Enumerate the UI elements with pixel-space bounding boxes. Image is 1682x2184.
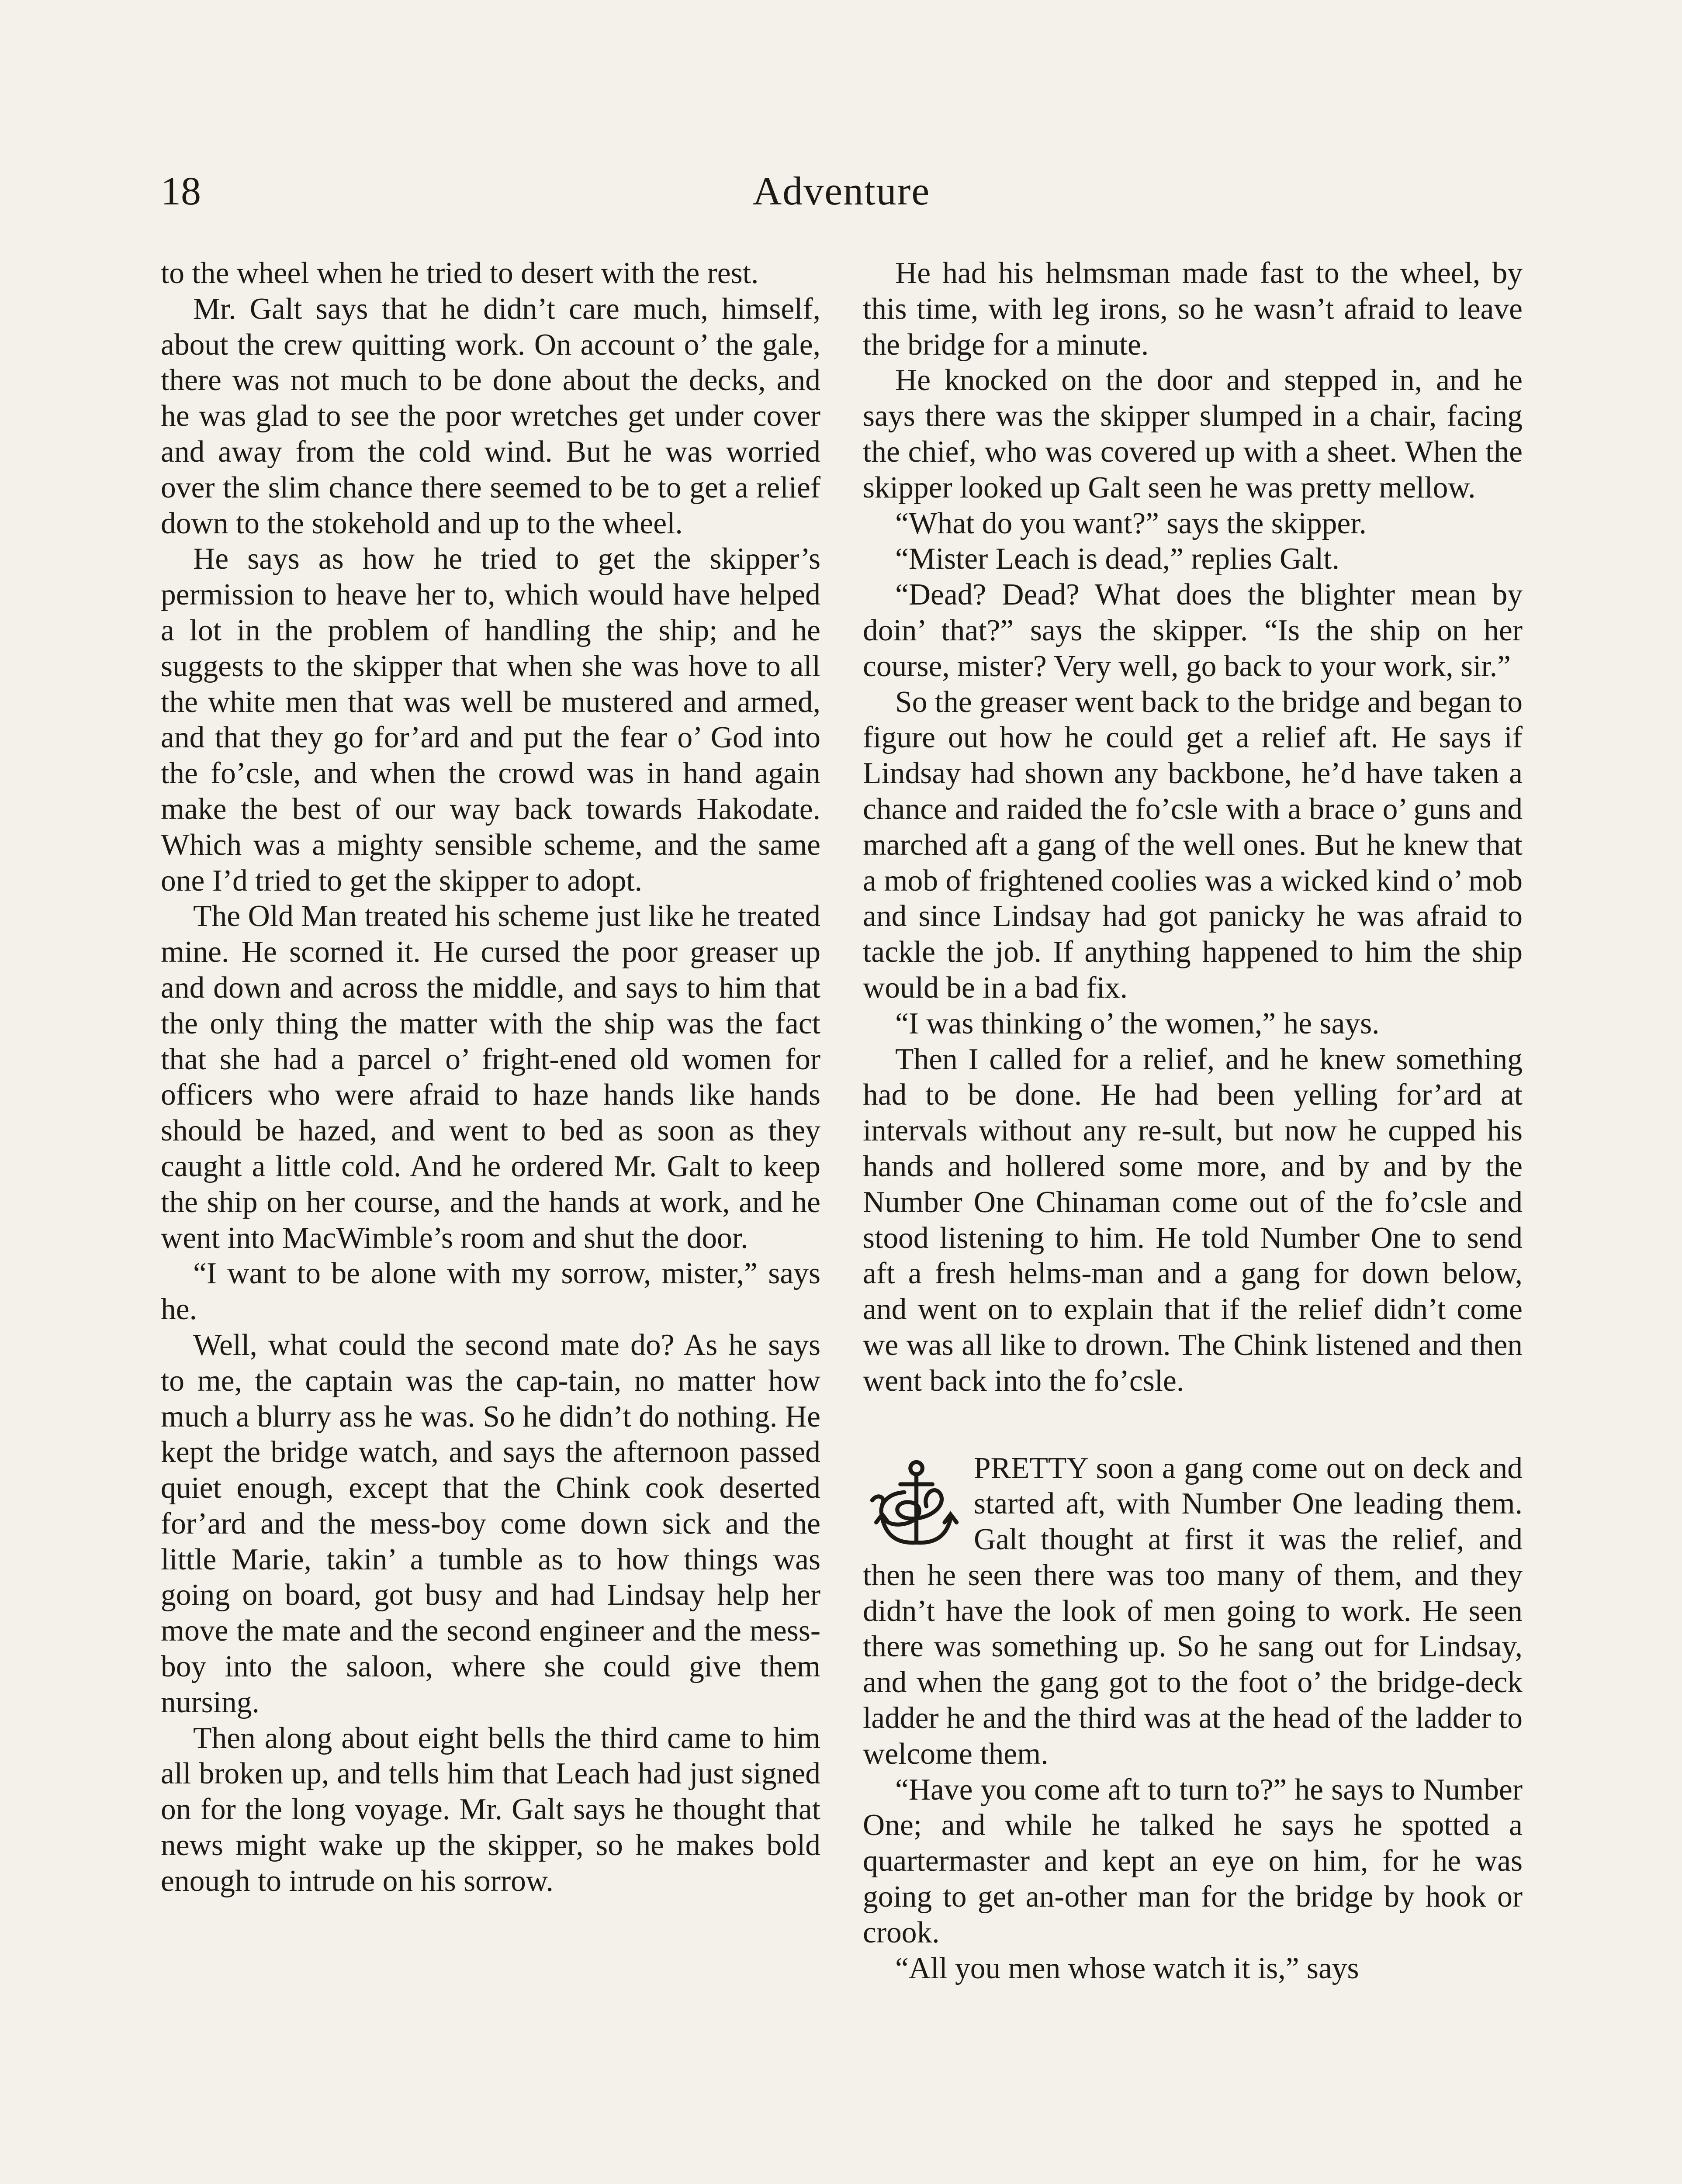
paragraph: “I was thinking o’ the women,” he says. <box>895 1006 1380 1040</box>
paragraph: “What do you want?” says the skipper. <box>895 506 1367 540</box>
paragraph: Then along about eight bells the third came to him all broken up, and tells him that Leach had just signed on for the long voyage. Mr. Galt says he thought that news might wake up the skipper, so he makes bold enough to intrude on his sorrow. <box>161 1721 820 1898</box>
running-title: Adventure <box>752 169 931 213</box>
paragraph: “Mister Leach is dead,” replies Galt. <box>895 542 1339 576</box>
paragraph: He says as how he tried to get the skipper’s permission to heave her to, which would have helped a lot in the problem of handling the ship; and he suggests to the skipper that when she was hove to all the white men that was well be mustered and armed, and that they go for’ard and put the fear o’ God into the fo’csle, and when the crowd was in hand again make the best of our way back towards Hakodate. Which was a mighty sensible scheme, and the same one I’d tried to get the skipper to adopt. <box>161 542 820 898</box>
paragraph: He knocked on the door and stepped in, and he says there was the skipper slumped in a chair, facing the chief, who was covered up with a sheet. When the skipper looked up Galt seen he was pretty mellow. <box>863 363 1523 505</box>
dropcap-text: PRETTY soon a gang come out on deck and started aft, with Number One leading them. Galt thought at first it was the relief, and then he seen there was too many of them, and they didn’t have the look of men going to work. He seen there was something up. So he sang out for Lindsay, and when the gang got to the foot o’ the bridge-deck ladder he and the third was at the head of the ladder to welcome them. <box>863 1451 1523 1771</box>
paragraph: Then I called for a relief, and he knew something had to be done. He had been yelling for’ard at intervals without any re-sult, but now he cupped his hands and hollered some more, and by and by the Number One Chinaman come out of the fo’csle and stood listening to him. He told Number One to send aft a fresh helms-man and a gang for down below, and went on to explain that if the relief didn’t come we was all like to drown. The Chink listened and then went back into the fo’csle. <box>863 1042 1523 1398</box>
dropcap-paragraph <box>863 1451 1523 1772</box>
paragraph: The Old Man treated his scheme just like he treated mine. He scorned it. He cursed the poor greaser up and down and across the middle, and says to him that the only thing the matter with the ship was the fact that she had a parcel o’ fright-ened old women for officers who were afraid to haze hands like hands should be hazed, and went to bed as soon as they caught a little cold. And he ordered Mr. Galt to keep the ship on her course, and the hands at work, and he went into MacWimble’s room and shut the door. <box>161 899 820 1255</box>
page-header <box>161 158 1522 224</box>
paragraph: He had his helmsman made fast to the wheel, by this time, with leg irons, so he wasn’t afraid to leave the bridge for a minute. <box>863 256 1523 362</box>
paragraph: to the wheel when he tried to desert with the rest. <box>161 256 759 290</box>
page-number: 18 <box>161 169 201 213</box>
paragraph: Well, what could the second mate do? As he says to me, the captain was the cap-tain, no matter how much a blurry ass he was. So he didn’t do nothing. He kept the bridge watch, and says the afternoon passed quiet enough, except that the Chink cook deserted for’ard and the mess-boy come down sick and the little Marie, takin’ a tumble as to how things was going on board, got busy and had Lindsay help her move the mate and the second engineer and the mess-boy into the saloon, where she could give them nursing. <box>161 1328 820 1719</box>
anchor-rope-ornament-icon <box>863 1454 966 1555</box>
section-break <box>863 1399 1523 1451</box>
paragraph: “I want to be alone with my sorrow, mister,” says he. <box>161 1257 820 1327</box>
paragraph: “All you men whose watch it is,” says <box>895 1951 1359 1985</box>
right-column <box>863 256 1523 1986</box>
paragraph: So the greaser went back to the bridge and began to figure out how he could get a relief aft. He says if Lindsay had shown any backbone, he’d have taken a chance and raided the fo’csle with a brace o’ guns and marched aft a gang of the well ones. But he knew that a mob of frightened coolies was a wicked kind o’ mob and since Lindsay had got panicky he was afraid to tackle the job. If anything happened to him the ship would be in a bad fix. <box>863 685 1523 1005</box>
paragraph: “Dead? Dead? What does the blighter mean by doin’ that?” says the skipper. “Is the ship on her course, mister? Very well, go back to your work, sir.” <box>863 578 1523 683</box>
paragraph: “Have you come aft to turn to?” he says to Number One; and while he talked he says he spotted a quartermaster and kept an eye on him, for he was going to get an-other man for the bridge by hook or crook. <box>863 1773 1523 1949</box>
paragraph: Mr. Galt says that he didn’t care much, himself, about the crew quitting work. On account o’ the gale, there was not much to be done about the decks, and he was glad to see the poor wretches get under cover and away from the cold wind. But he was worried over the slim chance there seemed to be to get a relief down to the stokehold and up to the wheel. <box>161 292 820 540</box>
left-column <box>161 256 820 1899</box>
